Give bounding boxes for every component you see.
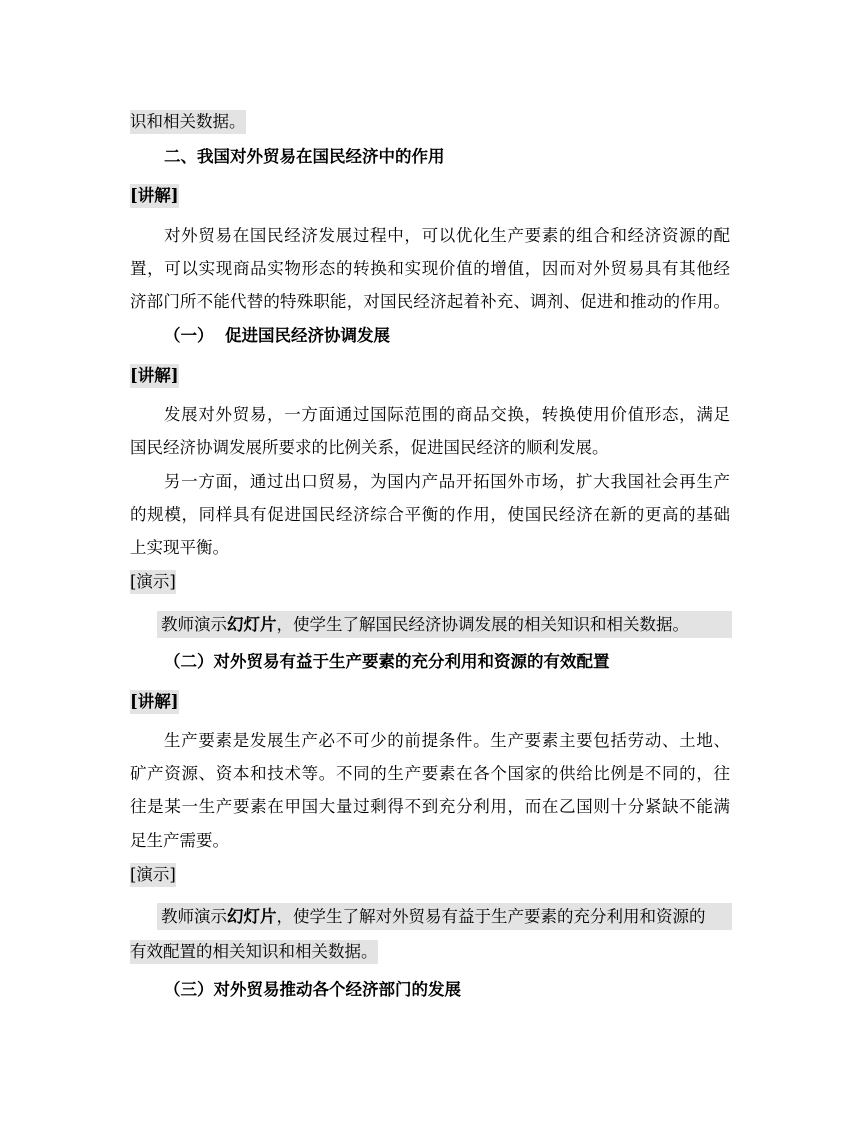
demo-text: 教师演示 <box>161 907 227 926</box>
slides-keyword: 幻灯片 <box>227 907 277 926</box>
lecture-tag: [讲解] <box>130 690 179 714</box>
lecture-tag: [讲解] <box>130 364 179 388</box>
slides-keyword: 幻灯片 <box>227 615 277 634</box>
body-text-line: 国民经济协调发展所要求的比例关系，促进国民经济的顺利发展。 <box>130 438 609 457</box>
body-text-line: 置，可以实现商品实物形态的转换和实现价值的增值，因而对外贸易具有其他经 <box>130 259 730 278</box>
demo-tag: [演示] <box>130 863 176 887</box>
body-text-line: 生产要素是发展生产必不可少的前提条件。生产要素主要包括劳动、土地、 <box>164 731 730 750</box>
body-text-line: 济部门所不能代替的特殊职能，对国民经济起着补充、调剂、促进和推动的作用。 <box>130 292 730 311</box>
demo-text: ，使学生了解对外贸易有益于生产要素的充分利用和资源的 <box>276 907 706 926</box>
body-text-line: 对外贸易在国民经济发展过程中，可以优化生产要素的组合和经济资源的配 <box>164 226 730 245</box>
demo-text: ，使学生了解国民经济协调发展的相关知识和相关数据。 <box>276 615 689 634</box>
lecture-tag: [讲解] <box>130 184 179 208</box>
demo-tag: [演示] <box>130 570 176 594</box>
section-heading-2: 二、我国对外贸易在国民经济中的作用 <box>164 147 445 166</box>
demo-highlight-line <box>157 903 732 930</box>
paragraph-continuation: 识和相关数据。 <box>130 110 246 134</box>
demo-text: 教师演示 <box>161 615 227 634</box>
demo-highlight-line <box>157 611 732 638</box>
subsection-heading-1: （一） 促进国民经济协调发展 <box>164 326 390 345</box>
body-text-line: 发展对外贸易，一方面通过国际范围的商品交换，转换使用价值形态，满足 <box>164 405 730 424</box>
body-text-line: 矿产资源、资本和技术等。不同的生产要素在各个国家的供给比例是不同的，往 <box>130 764 730 783</box>
demo-highlight-line: 有效配置的相关知识和相关数据。 <box>130 940 378 964</box>
body-text-line: 往是某一生产要素在甲国大量过剩得不到充分利用，而在乙国则十分紧缺不能满 <box>130 797 730 816</box>
body-text-line: 足生产需要。 <box>130 831 229 850</box>
body-text-line: 的规模，同样具有促进国民经济综合平衡的作用，使国民经济在新的更高的基础 <box>130 505 730 524</box>
body-text-line: 另一方面，通过出口贸易，为国内产品开拓国外市场，扩大我国社会再生产 <box>164 472 730 491</box>
body-text-line: 上实现平衡。 <box>130 538 229 557</box>
subsection-heading-2: （二）对外贸易有益于生产要素的充分利用和资源的有效配置 <box>164 652 610 671</box>
subsection-heading-3: （三）对外贸易推动各个经济部门的发展 <box>164 980 461 999</box>
